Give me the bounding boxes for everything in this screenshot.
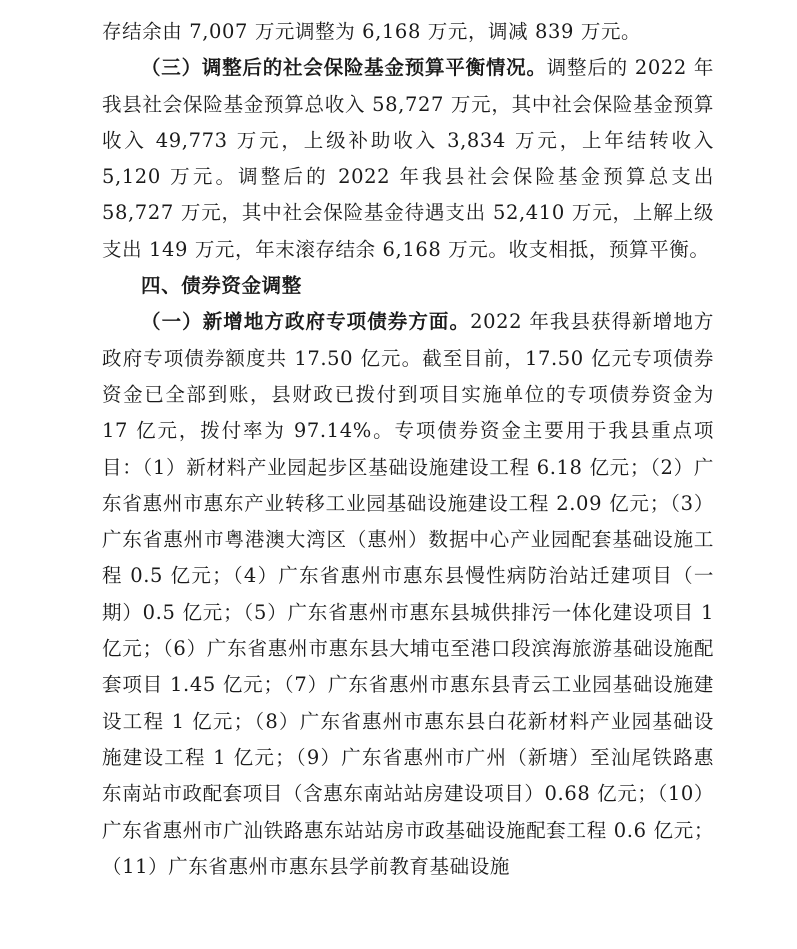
paragraph-text: 2022 年我县获得新增地方政府专项债券额度共 17.50 亿元。截至目前，17.50 亿元专项债券资金已全部到账，县财政已拨付到项目实施单位的专项债券资金为 17 亿元，拨付率为 97.14%。专项债券资金主要用于我县重点项目：（1）新材料产业园起步区基础设施建设工程 6.18 亿元；（2）广东省惠州市惠东产业转移工业园基础设施建设工程 2.09 亿元；（3）广东省惠州市粤港澳大湾区（惠州）数据中心产业园配套基础设施工程 0.5 亿元；（4）广东省惠州市惠东县慢性病防治站迁建项目（一期）0.5 亿元；（5）广东省惠州市惠东县城供排污一体化建设项目 1 亿元；（6）广东省惠州市惠东县大埔屯至港口段滨海旅游基础设施配套项目 1.45 亿元；（7）广东省惠州市惠东县青云工业园基础设施建设工程 1 亿元；（8）广东省惠州市惠东县白花新材料产业园基础设施建设工程 1 亿元；（9）广东省惠州市广州（新塘）至汕尾铁路惠东南站市政配套项目（含惠东南站站房建设项目）0.68 亿元；（10）广东省惠州市广汕铁路惠东站站房市政基础设施配套工程 0.6 亿元；（11）广东省惠州市惠东县学前教育基础设施: [102, 310, 714, 878]
section-heading: 四、债券资金调整: [141, 274, 302, 298]
document-body: [102, 14, 714, 885]
paragraph-special-bonds: [102, 304, 714, 885]
paragraph-social-insurance-balance: [102, 50, 714, 268]
paragraph-continued: 存结余由 7,007 万元调整为 6,168 万元，调减 839 万元。: [102, 20, 642, 43]
paragraph-text: 调整后的 2022 年我县社会保险基金预算总收入 58,727 万元，其中社会保险基金预算收入 49,773 万元，上级补助收入 3,834 万元，上年结转收入 5,120 万元。调整后的 2022 年我县社会保险基金预算总支出 58,727 万元，其中社会保险基金待遇支出 52,410 万元，上解上级支出 149 万元，年末滚存结余 6,168 万元。收支相抵，预算平衡。: [102, 56, 714, 261]
paragraph-lead: （三）调整后的社会保险基金预算平衡情况。: [141, 56, 547, 80]
paragraph-lead: （一）新增地方政府专项债券方面。: [141, 310, 471, 334]
